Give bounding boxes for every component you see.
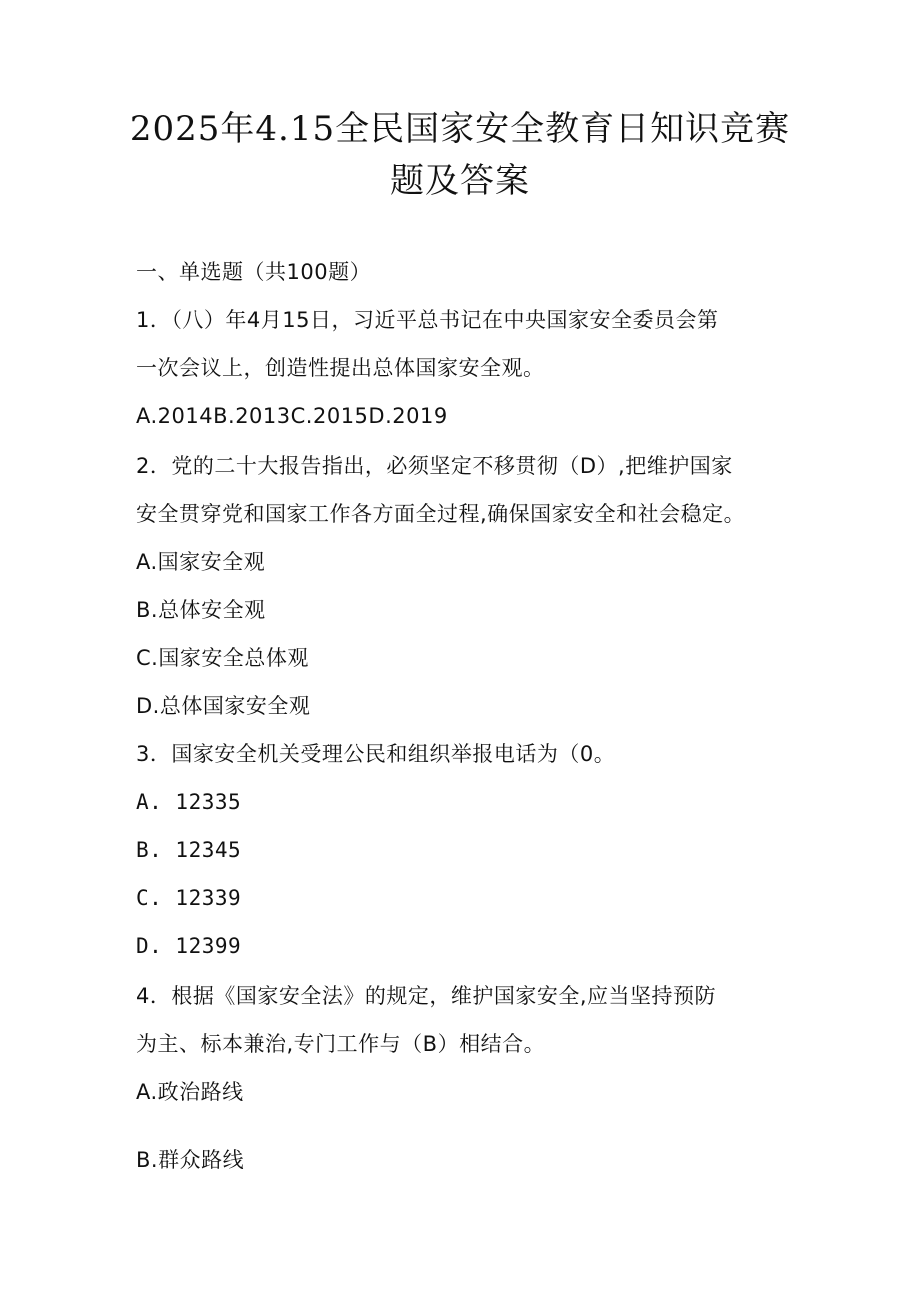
question-1-line-1: 1．（八）年4月15日，习近平总书记在中央国家安全委员会第 — [136, 308, 719, 332]
question-3-option-d: D. 12399 — [136, 934, 242, 958]
question-1-options: A.2014B.2013C.2015D.2019 — [136, 404, 448, 428]
question-3-option-c: C. 12339 — [136, 886, 242, 910]
question-2-line-2: 安全贯穿党和国家工作各方面全过程,确保国家安全和社会稳定。 — [136, 502, 746, 526]
question-4-line-1: 4．根据《国家安全法》的规定，维护国家安全,应当坚持预防 — [136, 984, 717, 1008]
question-3-option-a: A. 12335 — [136, 790, 242, 814]
document-title-line-1: 2025年4.15全民国家安全教育日知识竞赛 — [129, 109, 791, 149]
question-3-line-1: 3．国家安全机关受理公民和组织举报电话为（0。 — [136, 742, 616, 766]
question-2-option-b: B.总体安全观 — [136, 598, 266, 622]
question-3-option-b: B. 12345 — [136, 838, 242, 862]
question-2-option-c: C.国家安全总体观 — [136, 646, 309, 670]
question-2-line-1: 2．党的二十大报告指出，必须坚定不移贯彻（D）,把维护国家 — [136, 454, 733, 478]
document-title-line-2: 题及答案 — [390, 161, 530, 201]
question-2-option-d: D.总体国家安全观 — [136, 694, 311, 718]
question-2-option-a: A.国家安全观 — [136, 550, 266, 574]
section-heading: 一、单选题（共100题） — [136, 260, 372, 284]
question-1-line-2: 一次会议上，创造性提出总体国家安全观。 — [136, 356, 545, 380]
question-4-option-a: A.政治路线 — [136, 1080, 244, 1104]
question-4-option-b: B.群众路线 — [136, 1148, 245, 1172]
question-4-line-2: 为主、标本兼治,专门工作与（B）相结合。 — [136, 1032, 546, 1056]
